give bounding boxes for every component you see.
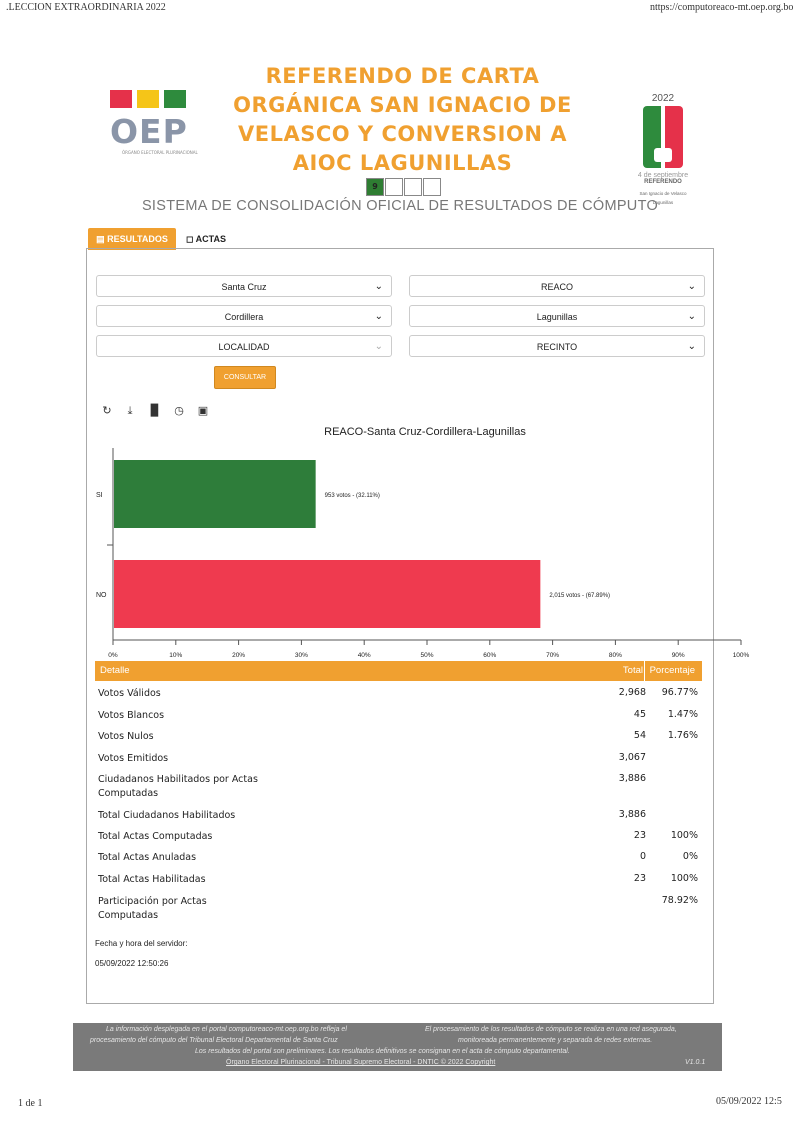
row-percentage: 0%	[682, 851, 698, 862]
logo-green-block	[164, 90, 186, 108]
row-total: 45	[633, 709, 646, 720]
row-percentage: 100%	[670, 873, 698, 884]
ref-logo-label: REFERENDO	[644, 179, 682, 185]
logo-red-block	[110, 90, 132, 108]
header-detalle: Detalle	[100, 665, 130, 676]
x-tick-label: 40%	[357, 652, 371, 659]
row-label: Total Actas Computadas	[98, 831, 213, 842]
row-label: Votos Emitidos	[98, 753, 169, 764]
chart-title: REACO-Santa Cruz-Cordillera-Lagunillas	[324, 426, 526, 438]
row-total: 23	[633, 830, 646, 841]
row-label: Total Ciudadanos Habilitados	[98, 810, 236, 821]
chevron-down-icon: ⌄	[687, 281, 696, 292]
system-subtitle: SISTEMA DE CONSOLIDACIÓN OFICIAL DE RESULTADOS DE CÓMPUTO	[141, 198, 659, 214]
oep-logo	[110, 90, 200, 160]
category-label: SI	[96, 492, 103, 499]
download-icon[interactable]: ⤓	[127, 404, 133, 417]
x-tick-label: 30%	[294, 652, 308, 659]
oep-logo-caption: ÓRGANO ELECTORAL PLURINACIONAL	[122, 150, 198, 155]
bar-chart-icon: ▤	[96, 234, 105, 244]
print-header-url: nttps://computoreaco-mt.oep.org.bo	[650, 2, 794, 13]
print-footer-page: 1 de 1	[18, 1098, 43, 1109]
ref-logo-line2: San Ignacio de Velasco	[639, 191, 687, 196]
row-label: Ciudadanos Habilitados por Actas Computadas	[98, 774, 258, 799]
footer-line: La información desplegada en el portal computoreaco-mt.oep.org.bo refleja el	[106, 1026, 347, 1033]
footer-line: El procesamiento de los resultados de cómputo se realiza en una red asegurada,	[425, 1026, 677, 1033]
ref-logo-line3: Lagunillas	[652, 200, 674, 205]
row-label: Total Actas Habilitadas	[98, 874, 206, 885]
x-tick-label: 20%	[232, 652, 246, 659]
row-percentage: 78.92%	[661, 895, 698, 906]
localidad-select[interactable]: LOCALIDAD ⌄	[96, 335, 392, 357]
ref-logo-year: 2022	[651, 93, 675, 104]
row-total: 54	[633, 730, 646, 741]
x-tick-label: 90%	[671, 652, 685, 659]
footer-line: procesamiento del cómputo del Tribunal Electoral Departamental de Santa Cruz	[90, 1037, 338, 1044]
header-porcentaje: Porcentaje	[649, 665, 695, 676]
refresh-icon[interactable]: ↻	[102, 404, 112, 417]
progress-box	[385, 178, 403, 196]
tipo-select[interactable]: REACO ⌄	[409, 275, 705, 297]
header-total: Total	[622, 665, 643, 676]
data-label: 953 votos - (32.11%)	[324, 493, 380, 499]
row-percentage: 96.77%	[661, 687, 698, 698]
camera-icon[interactable]: ▣	[197, 404, 209, 417]
bar-si	[114, 460, 316, 528]
row-total: 3,886	[618, 809, 646, 820]
data-label: 2,015 votos - (67.89%)	[549, 593, 611, 599]
copyright-link[interactable]: Órgano Electoral Plurinacional - Tribunal Supremo Electoral - DNTIC © 2022 Copyright	[226, 1059, 496, 1066]
server-time-value: 05/09/2022 12:50:26	[95, 959, 169, 968]
server-time-label: Fecha y hora del servidor:	[95, 939, 188, 948]
x-tick-label: 80%	[608, 652, 622, 659]
row-percentage: 1.76%	[667, 730, 698, 741]
row-label: Votos Nulos	[98, 731, 154, 742]
chevron-down-icon: ⌄	[687, 341, 696, 352]
x-tick-label: 60%	[483, 652, 497, 659]
bar-chart-icon[interactable]: ▉	[150, 404, 160, 417]
chevron-down-icon: ⌄	[374, 341, 383, 352]
progress-indicator	[366, 178, 442, 197]
x-tick-label: 50%	[420, 652, 434, 659]
progress-box	[423, 178, 441, 196]
consultar-button[interactable]: CONSULTAR	[214, 366, 276, 389]
row-label: Participación por Actas Computadas	[98, 896, 207, 921]
row-total: 3,067	[618, 752, 646, 763]
logo-yellow-block	[137, 90, 159, 108]
row-label: Votos Blancos	[98, 710, 165, 721]
x-tick-label: 70%	[546, 652, 560, 659]
row-total: 2,968	[618, 687, 646, 698]
x-tick-label: 10%	[169, 652, 183, 659]
row-percentage: 100%	[670, 830, 698, 841]
chevron-down-icon: ⌄	[687, 311, 696, 322]
row-total: 3,886	[618, 773, 646, 784]
x-tick-label: 0%	[108, 652, 118, 659]
category-label: NO	[96, 592, 107, 599]
chevron-down-icon: ⌄	[374, 311, 383, 322]
clock-icon[interactable]: ◷	[174, 404, 184, 417]
row-label: Total Actas Anuladas	[98, 852, 197, 863]
table-header	[95, 661, 702, 681]
chevron-down-icon: ⌄	[374, 281, 383, 292]
footer-line: monitoreada permanentemente y separada de redes externas.	[458, 1037, 653, 1044]
x-tick-label: 100%	[732, 652, 750, 659]
ref-logo-flag	[643, 106, 683, 168]
print-footer-date: 05/09/2022 12:5	[716, 1096, 782, 1107]
row-total: 0	[639, 851, 646, 862]
ref-logo-date: 4 de septiembre	[637, 172, 689, 179]
tab-resultados[interactable]: ▤ RESULTADOS	[88, 228, 176, 250]
provincia-select[interactable]: Cordillera ⌄	[96, 305, 392, 327]
results-bar-chart	[0, 440, 795, 665]
print-header-left: .LECCION EXTRAORDINARIA 2022	[6, 2, 166, 13]
oep-logo-text: OEP	[110, 112, 188, 151]
page-title: REFERENDO DE CARTA ORGÁNICA SAN IGNACIO DE VELASCO Y CONVERSION A AIOC LAGUNILLAS	[233, 64, 572, 175]
row-label: Votos Válidos	[98, 688, 161, 699]
footer-line: Los resultados del portal son preliminares. Los resultados definitivos se consignan en el acta de cómputo departamental.	[195, 1048, 570, 1055]
tab-actas[interactable]: ◻ ACTAS	[186, 234, 226, 244]
bar-no	[114, 560, 540, 628]
row-percentage: 1.47%	[667, 709, 698, 720]
page-footer	[73, 1023, 722, 1071]
departamento-select[interactable]: Santa Cruz ⌄	[96, 275, 392, 297]
recinto-select[interactable]: RECINTO ⌄	[409, 335, 705, 357]
version-label: V1.0.1	[685, 1059, 706, 1066]
municipio-select[interactable]: Lagunillas ⌄	[409, 305, 705, 327]
document-icon: ◻	[186, 234, 194, 244]
progress-box: 9	[366, 178, 384, 196]
progress-box	[404, 178, 422, 196]
row-total: 23	[633, 873, 646, 884]
